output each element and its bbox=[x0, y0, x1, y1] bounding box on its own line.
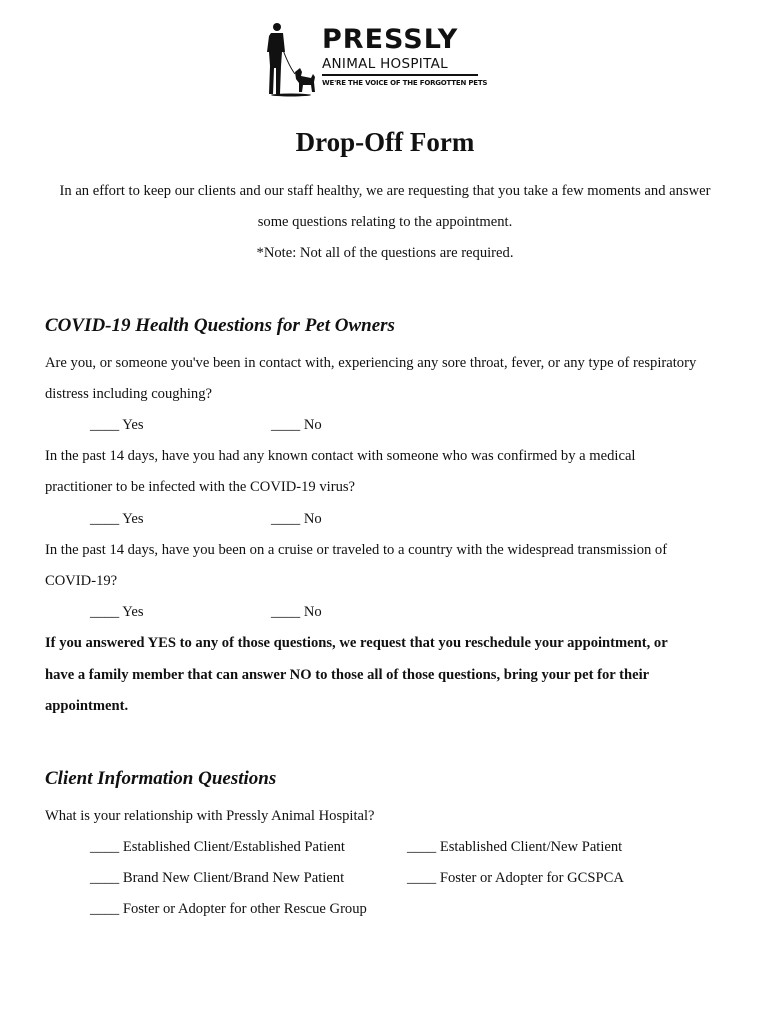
covid-q2-no-option[interactable]: ____ No bbox=[271, 511, 322, 527]
covid-notice-line-2: have a family member that can answer NO to those all of those questions, bring your pet for their bbox=[45, 667, 650, 683]
covid-q1-line-1: Are you, or someone you've been in contact with, experiencing any sore throat, fever, or any type of respiratory bbox=[45, 355, 697, 371]
covid-q1-line-2: distress including coughing? bbox=[45, 386, 212, 402]
covid-q2-line-1: In the past 14 days, have you had any known contact with someone who was confirmed by a medical bbox=[45, 448, 636, 464]
logo-name: PRESSLY bbox=[322, 24, 459, 55]
client-section-heading: Client Information Questions bbox=[45, 768, 277, 789]
client-option-foster-gcspca[interactable]: ____ Foster or Adopter for GCSPCA bbox=[407, 870, 624, 886]
intro-note: *Note: Not all of the questions are required. bbox=[256, 245, 514, 261]
client-option-foster-other[interactable]: ____ Foster or Adopter for other Rescue Group bbox=[90, 901, 367, 917]
client-question: What is your relationship with Pressly Animal Hospital? bbox=[45, 808, 375, 824]
page-title: Drop-Off Form bbox=[295, 127, 475, 157]
pressly-logo bbox=[265, 22, 488, 98]
logo-subtitle: ANIMAL HOSPITAL bbox=[322, 56, 448, 72]
client-option-established-established[interactable]: ____ Established Client/Established Patient bbox=[90, 839, 345, 855]
logo-tagline: WE'RE THE VOICE OF THE FORGOTTEN PETS bbox=[322, 79, 488, 87]
covid-notice-line-3: appointment. bbox=[45, 698, 129, 714]
intro-line-1: In an effort to keep our clients and our staff healthy, we are requesting that you take a few moments and answer bbox=[59, 183, 711, 199]
covid-q1-no-option[interactable]: ____ No bbox=[271, 417, 322, 433]
client-option-brand-new[interactable]: ____ Brand New Client/Brand New Patient bbox=[90, 870, 345, 886]
covid-q3-line-1: In the past 14 days, have you been on a cruise or traveled to a country with the widespread transmission of bbox=[45, 542, 668, 558]
covid-q3-line-2: COVID-19? bbox=[45, 573, 118, 589]
covid-notice-line-1: If you answered YES to any of those questions, we request that you reschedule your appointment, or bbox=[45, 635, 668, 651]
covid-q3-yes-option[interactable]: ____ Yes bbox=[90, 604, 144, 620]
logo-divider bbox=[322, 74, 478, 76]
vet-and-dog-icon bbox=[265, 22, 321, 98]
covid-q2-line-2: practitioner to be infected with the COVID-19 virus? bbox=[45, 479, 356, 495]
client-option-established-new[interactable]: ____ Established Client/New Patient bbox=[407, 839, 623, 855]
covid-section-heading: COVID-19 Health Questions for Pet Owners bbox=[45, 315, 395, 336]
covid-q3-no-option[interactable]: ____ No bbox=[271, 604, 322, 620]
covid-q1-yes-option[interactable]: ____ Yes bbox=[90, 417, 144, 433]
intro-line-2: some questions relating to the appointment. bbox=[257, 214, 513, 230]
covid-q2-yes-option[interactable]: ____ Yes bbox=[90, 511, 144, 527]
